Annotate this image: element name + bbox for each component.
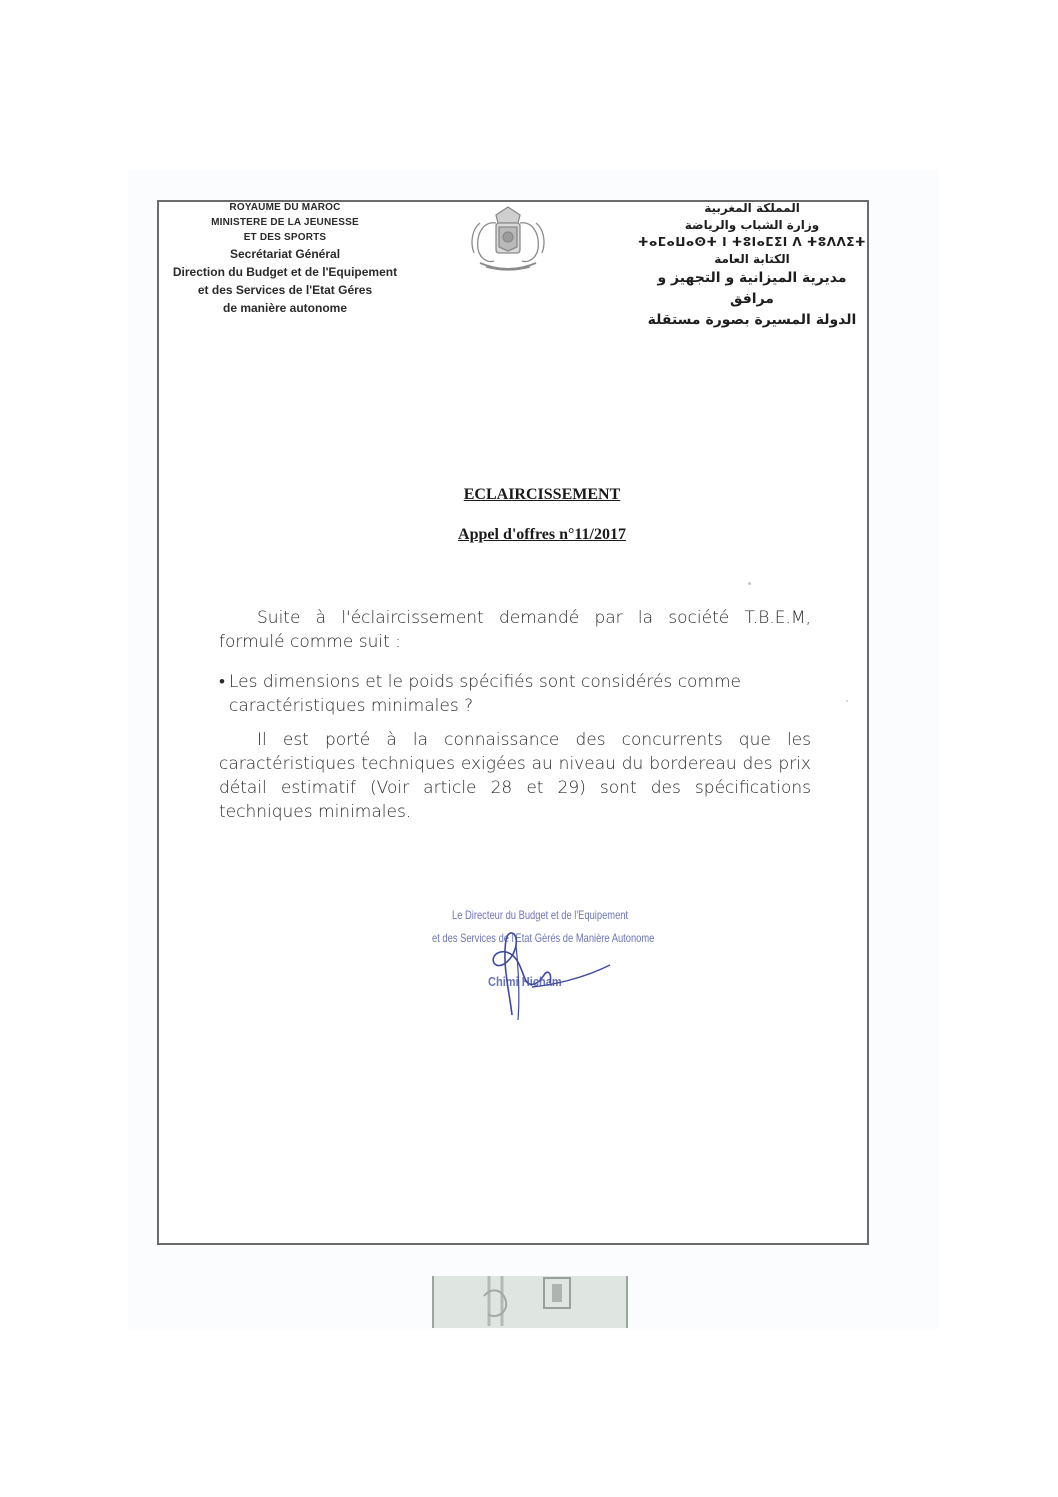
question-text-line1: Les dimensions et le poids spécifiés sont considérés comme — [229, 672, 742, 692]
coat-of-arms-emblem — [466, 203, 550, 275]
bullet-dot: • — [219, 672, 225, 692]
kingdom-name: ROYAUME DU MAROC — [229, 202, 341, 213]
stamp-title-line1: Le Directeur du Budget et de l'Equipement — [452, 908, 629, 922]
stamp-director-name: Chimi Hicham — [488, 974, 562, 989]
ministry-name-arabic: وزارة الشباب والرياضة — [684, 218, 820, 232]
stamp-title-line2: et des Services de l'Etat Gérés de Manière Autonome — [432, 931, 655, 945]
scan-speck — [748, 582, 751, 585]
tender-reference: Appel d'offres n°11/2017 — [458, 526, 626, 543]
document-frame — [157, 200, 869, 1245]
secretariat-name: Secrétariat Général — [229, 247, 341, 261]
intro-paragraph: Suite à l'éclaircissement demandé par la société T.B.E.M, formulé comme suit : — [219, 608, 811, 652]
document-title: ECLAIRCISSEMENT — [463, 486, 621, 503]
header-right-arabic — [636, 200, 868, 331]
direction-name-arabic-cont: الدولة المسيرة بصورة مستقلة — [647, 312, 857, 328]
kingdom-name-arabic: المملكة المغربية — [704, 201, 800, 215]
question-text-line2: caractéristiques minimales ? — [229, 696, 474, 716]
secretariat-name-arabic: الكتابة العامة — [714, 252, 790, 266]
header-left-french — [160, 200, 410, 317]
question-bullet — [219, 670, 811, 718]
direction-name: Direction du Budget et de l'Equipement — [172, 265, 398, 279]
ministry-name: MINISTERE DE LA JEUNESSE — [211, 217, 359, 228]
scan-speck — [846, 700, 848, 702]
handwritten-signature — [472, 925, 612, 1025]
ministry-name-tifinagh: ⵜⴰⵎⴰⵡⴰⵙⵜ ⵏ ⵜⵓⵏⴰⵎⵉⵏ ⴷ ⵜⵓⴷⴷⵉⵜ — [638, 235, 866, 249]
answer-paragraph: Il est porté à la connaissance des concurrents que les caractéristiques techniques exigées au niveau du bordereau des prix détail estimatif (Voir article 28 et 29) sont des spécifications techniques minimales. — [219, 730, 811, 822]
direction-name-end: de manière autonome — [222, 301, 348, 315]
direction-name-cont: et des Services de l'Etat Géres — [197, 283, 373, 297]
ministry-name-cont: ET DES SPORTS — [243, 232, 327, 243]
direction-name-arabic: مديرية الميزانية و التجهيز و مرافق — [657, 270, 847, 307]
bottom-stamp-fragment — [432, 1276, 628, 1328]
